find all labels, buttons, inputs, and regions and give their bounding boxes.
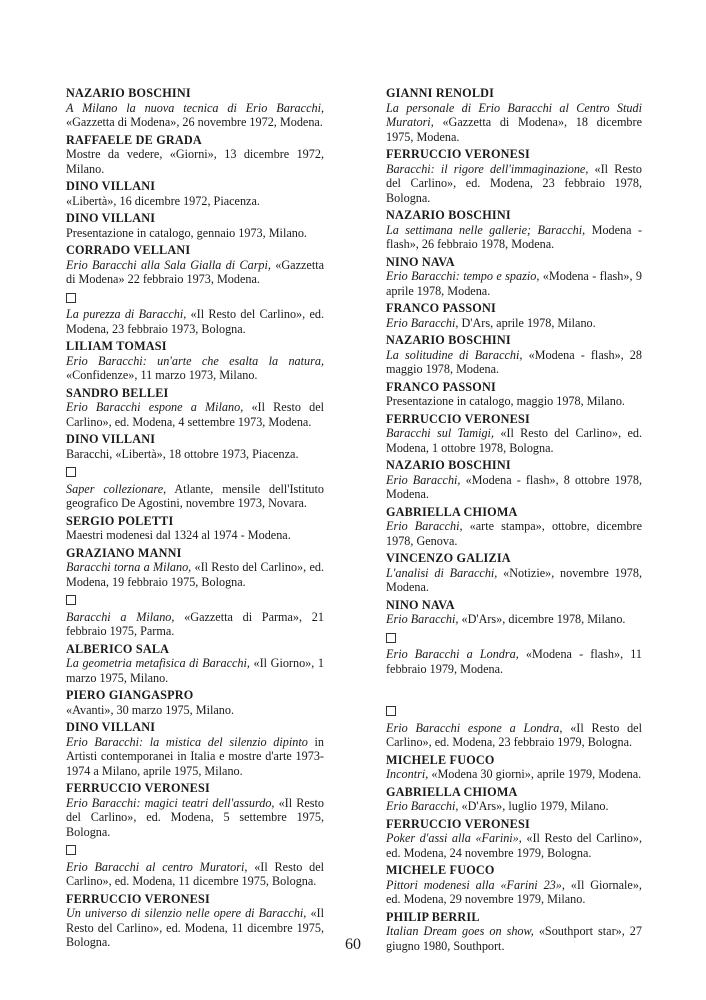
entry-citation	[386, 269, 642, 298]
entry-source: Atlante, mensile dell'Istituto geografico De Agostini, novembre 1973, Novara.	[66, 481, 324, 510]
column-spacer	[386, 679, 642, 703]
bibliography-entry	[386, 551, 642, 595]
entry-title: Un universo di silenzio nelle opere di Baracchi,	[66, 906, 307, 920]
bibliography-entry	[66, 179, 324, 208]
entry-author: FERRUCCIO VERONESI	[66, 781, 210, 795]
entry-citation	[386, 647, 642, 676]
entry-title: Erio Baracchi al centro Muratori,	[66, 859, 248, 874]
entry-author: DINO VILLANI	[66, 720, 156, 734]
entry-citation	[66, 194, 324, 209]
entry-citation	[386, 223, 642, 252]
entry-author: MICHELE FUOCO	[386, 863, 495, 877]
anonymous-box-icon	[66, 845, 76, 855]
bibliography-entry	[66, 592, 324, 639]
entry-citation	[386, 612, 642, 627]
entry-author: NAZARIO BOSCHINI	[66, 86, 191, 100]
entry-author: GRAZIANO MANNI	[66, 545, 182, 560]
entry-title: La purezza di Baracchi,	[66, 307, 187, 321]
entry-source: Modena - flash», 26 febbraio 1978, Modena.	[386, 222, 643, 251]
entry-title: Erio Baracchi espone a Milano,	[66, 400, 244, 414]
page-number: 60	[345, 936, 361, 953]
entry-citation	[66, 447, 324, 462]
entry-author: GIANNI RENOLDI	[386, 86, 495, 100]
bibliography-entry	[66, 546, 324, 590]
entry-citation	[66, 560, 324, 589]
entry-author: RAFFAELE DE GRADA	[66, 132, 202, 147]
entry-source: «Il Resto del Carlino», ed. Modena, 23 febbraio 1973, Bologna.	[66, 307, 324, 336]
entry-source: «Il Resto del Carlino», ed. Modena, 24 novembre 1979, Bologna.	[386, 831, 642, 860]
entry-source: «Notizie», novembre 1978, Modena.	[386, 565, 642, 594]
entry-source: «Il Resto del Carlino», ed. Modena, 23 febbraio 1978, Bologna.	[386, 161, 642, 205]
entry-author: NINO NAVA	[386, 597, 455, 612]
entry-citation	[66, 656, 324, 685]
entry-citation	[66, 610, 324, 639]
entry-source: «Il Resto del Carlino», ed. Modena, 11 dicembre 1975, Bologna.	[66, 859, 324, 888]
entry-citation	[66, 307, 324, 336]
right-column	[386, 86, 642, 956]
entry-author: FRANCO PASSONI	[386, 379, 496, 394]
bibliography-entry	[66, 464, 324, 511]
entry-author: FRANCO PASSONI	[386, 301, 496, 315]
entry-citation	[66, 528, 324, 543]
entry-source: Baracchi, «Libertà», 18 ottobre 1973, Piacenza.	[66, 446, 299, 461]
entry-source: «Libertà», 16 dicembre 1972, Piacenza.	[66, 193, 260, 208]
entry-citation	[66, 796, 324, 840]
entry-title: Erio Baracchi,	[386, 315, 459, 330]
entry-source: «D'Ars», luglio 1979, Milano.	[458, 799, 609, 813]
entry-source: «D'Ars», dicembre 1978, Milano.	[458, 612, 626, 626]
bibliography-entry	[66, 386, 324, 430]
entry-source: «Gazzetta di Modena» 22 febbraio 1973, Modena.	[66, 257, 324, 286]
entry-title: A Milano la nuova tecnica di Erio Baracchi,	[66, 100, 324, 115]
entry-author: FERRUCCIO VERONESI	[66, 891, 210, 906]
entry-title: Incontri,	[386, 767, 429, 781]
bibliography-entry	[386, 86, 642, 144]
entry-citation	[386, 316, 642, 331]
entry-author: FERRUCCIO VERONESI	[386, 816, 530, 831]
entry-citation	[386, 426, 642, 455]
entry-title: Saper collezionare,	[66, 481, 167, 496]
entry-citation	[66, 101, 324, 130]
bibliography-entry	[66, 290, 324, 337]
bibliography-entry	[386, 458, 642, 502]
bibliography-entry	[386, 301, 642, 330]
entry-source: «Modena - flash», 9 aprile 1978, Modena.	[386, 269, 642, 298]
entry-citation	[66, 354, 324, 383]
anonymous-box-icon	[66, 595, 76, 605]
entry-citation	[66, 226, 324, 241]
entry-author: GABRIELLA CHIOMA	[386, 784, 518, 799]
bibliography-entry	[386, 630, 642, 677]
entry-citation	[66, 735, 324, 779]
entry-citation	[386, 162, 642, 206]
entry-title: Baracchi: il rigore dell'immaginazione,	[386, 161, 589, 176]
entry-source: Mostre da vedere, «Giorni», 13 dicembre 1972, Milano.	[66, 147, 324, 176]
entry-citation	[386, 767, 642, 782]
entry-title: Erio Baracchi: magici teatri dell'assurdo,	[66, 795, 275, 810]
entry-source: «Modena - flash», 28 maggio 1978, Modena.	[386, 347, 642, 376]
entry-author: SERGIO POLETTI	[66, 513, 174, 528]
entry-citation	[386, 394, 642, 409]
entry-title: Erio Baracchi,	[386, 799, 459, 813]
entry-author: VINCENZO GALIZIA	[386, 551, 511, 565]
bibliography-entry	[386, 817, 642, 861]
entry-citation	[66, 482, 324, 511]
entry-title: Baracchi torna a Milano,	[66, 560, 192, 574]
entry-title: Erio Baracchi a Londra,	[386, 647, 519, 661]
bibliography-entry	[386, 147, 642, 205]
entry-author: LILIAM TOMASI	[66, 339, 167, 353]
entry-title: La geometria metafisica di Baracchi,	[66, 656, 250, 670]
entry-title: Erio Baracchi,	[386, 519, 463, 533]
anonymous-box-icon	[386, 706, 396, 716]
entry-author: NAZARIO BOSCHINI	[386, 458, 511, 472]
entry-author: NINO NAVA	[386, 254, 455, 269]
entry-author: ALBERICO SALA	[66, 641, 170, 656]
entry-title: Erio Baracchi,	[386, 472, 461, 487]
anonymous-box-icon	[386, 633, 396, 643]
entry-citation	[386, 799, 642, 814]
entry-title: La solitudine di Baracchi,	[386, 347, 523, 362]
entry-citation	[386, 721, 642, 750]
entry-author: DINO VILLANI	[66, 179, 156, 193]
entry-source: «Modena - flash», 8 ottobre 1978, Modena.	[386, 472, 642, 501]
bibliography-entry	[386, 785, 642, 814]
bibliography-entry	[66, 211, 324, 240]
entry-title: Erio Baracchi alla Sala Gialla di Carpi,	[66, 257, 271, 272]
entry-author: DINO VILLANI	[66, 211, 156, 225]
bibliography-entry	[66, 133, 324, 177]
entry-author: DINO VILLANI	[66, 432, 156, 446]
entry-author: NAZARIO BOSCHINI	[386, 208, 511, 222]
entry-source: «arte stampa», ottobre, dicembre 1978, Genova.	[386, 519, 642, 548]
entry-source: «Il Resto del Carlino», ed. Modena, 23 febbraio 1979, Bologna.	[386, 720, 642, 749]
entry-citation	[66, 147, 324, 176]
entry-title: Italian Dream goes on show,	[386, 924, 534, 938]
entry-title: L'analisi di Baracchi,	[386, 565, 498, 580]
entry-author: PIERO GIANGASPRO	[66, 688, 194, 702]
entry-title: Pittori modenesi alla «Farini 23»,	[386, 877, 565, 892]
entry-author: FERRUCCIO VERONESI	[386, 411, 530, 426]
entry-source: «Modena 30 giorni», aprile 1979, Modena.	[428, 767, 642, 781]
entry-citation	[386, 566, 642, 595]
entry-title: Erio Baracchi: un'arte che esalta la natura,	[66, 353, 324, 368]
entry-source: Maestri modenesi dal 1324 al 1974 - Modena.	[66, 528, 291, 542]
bibliography-entry	[66, 339, 324, 383]
entry-source: «Il Resto del Carlino», ed. Modena, 4 settembre 1973, Modena.	[66, 400, 324, 429]
bibliography-entry	[66, 243, 324, 287]
entry-source: «Confidenze», 11 marzo 1973, Milano.	[66, 368, 258, 382]
bibliography-entry	[66, 514, 324, 543]
entry-title: Erio Baracchi espone a Londra,	[386, 720, 563, 735]
entry-source: in Artisti contemporanei in Italia e mostre d'arte 1973-1974 a Milano, aprile 1975, Milano.	[66, 734, 325, 778]
entry-citation	[386, 519, 642, 548]
entry-citation	[66, 860, 324, 889]
entry-citation	[66, 703, 324, 718]
bibliography-entry	[386, 333, 642, 377]
entry-title: Poker d'assi alla «Farini»,	[386, 831, 522, 845]
entry-author: FERRUCCIO VERONESI	[386, 147, 530, 161]
entry-source: Presentazione in catalogo, maggio 1978, Milano.	[386, 394, 625, 408]
bibliography-entry	[66, 842, 324, 889]
entry-citation	[66, 258, 324, 287]
entry-title: Erio Baracchi: tempo e spazio,	[386, 269, 540, 283]
entry-author: CORRADO VELLANI	[66, 243, 191, 257]
anonymous-box-icon	[66, 293, 76, 303]
bibliography-entry	[386, 703, 642, 750]
bibliography-entry	[66, 642, 324, 686]
entry-citation	[386, 101, 642, 145]
bibliography-entry	[66, 86, 324, 130]
entry-title: La personale di Erio Baracchi al Centro Studi Muratori,	[386, 100, 642, 129]
entry-author: PHILIP BERRIL	[386, 909, 480, 924]
entry-source: Presentazione in catalogo, gennaio 1973, Milano.	[66, 225, 307, 240]
bibliography-entry	[386, 208, 642, 252]
entry-source: «Modena - flash», 11 febbraio 1979, Modena.	[386, 647, 642, 676]
bibliography-entry	[386, 505, 642, 549]
entry-author: SANDRO BELLEI	[66, 385, 169, 400]
entry-source: «Gazzetta di Modena», 18 dicembre 1975, Modena.	[386, 115, 642, 144]
entry-source: «Il Giornale», ed. Modena, 29 novembre 1979, Milano.	[386, 877, 642, 906]
entry-citation	[386, 348, 642, 377]
entry-source: «Gazzetta di Modena», 26 novembre 1972, Modena.	[66, 115, 323, 129]
entry-source: D'Ars, aprile 1978, Milano.	[458, 315, 596, 330]
bibliography-entry	[66, 432, 324, 461]
bibliography-entry	[66, 781, 324, 839]
entry-author: MICHELE FUOCO	[386, 752, 495, 767]
entry-source: «Il Resto del Carlino», ed. Modena, 5 settembre 1975, Bologna.	[66, 795, 324, 839]
bibliography-entry	[386, 863, 642, 907]
entry-source: «Il Resto del Carlino», ed. Modena, 11 dicembre 1975, Bologna.	[66, 906, 324, 949]
entry-title: Erio Baracchi: la mistica del silenzio dipinto	[66, 734, 308, 749]
entry-title: La settimana nelle gallerie; Baracchi,	[386, 222, 586, 237]
bibliography-entry	[66, 720, 324, 778]
bibliography-entry	[386, 380, 642, 409]
bibliography-entry	[386, 598, 642, 627]
entry-citation	[386, 831, 642, 860]
entry-source: «Il Resto del Carlino», ed. Modena, 19 febbraio 1975, Bologna.	[66, 560, 324, 589]
bibliography-entry	[386, 255, 642, 299]
entry-title: Baracchi sul Tamigi,	[386, 426, 494, 440]
entry-source: «Gazzetta di Parma», 21 febbraio 1975, Parma.	[66, 609, 324, 638]
bibliography-entry	[386, 412, 642, 456]
bibliography-entry	[386, 753, 642, 782]
left-column	[66, 86, 324, 953]
entry-citation	[386, 878, 642, 907]
entry-author: GABRIELLA CHIOMA	[386, 504, 518, 519]
entry-title: Baracchi a Milano,	[66, 609, 175, 624]
entry-source: «Southport star», 27 giugno 1980, Southport.	[386, 924, 642, 953]
bibliography-entry	[66, 688, 324, 717]
entry-author: NAZARIO BOSCHINI	[386, 333, 511, 347]
entry-citation	[66, 400, 324, 429]
entry-title: Erio Baracchi,	[386, 612, 459, 626]
entry-citation	[386, 473, 642, 502]
entry-source: «Il Giorno», 1 marzo 1975, Milano.	[66, 656, 324, 685]
entry-source: «Avanti», 30 marzo 1975, Milano.	[66, 702, 234, 717]
anonymous-box-icon	[66, 467, 76, 477]
entry-source: «Il Resto del Carlino», ed. Modena, 1 ottobre 1978, Bologna.	[386, 426, 642, 455]
